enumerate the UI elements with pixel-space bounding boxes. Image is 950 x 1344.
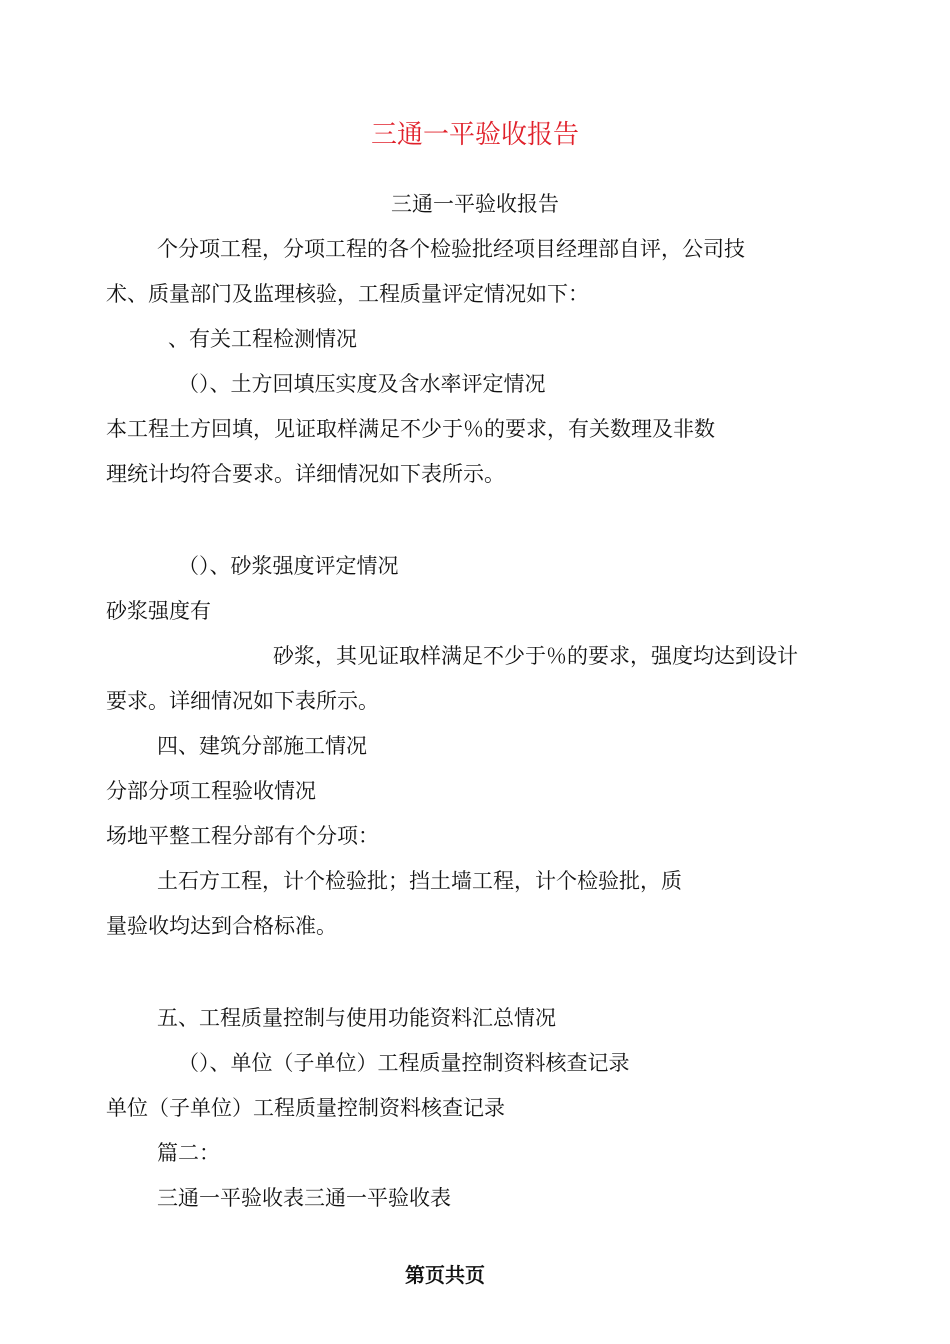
document-subtitle: 三通一平验收报告 bbox=[391, 192, 559, 216]
paragraph-line: 砂浆，其见证取样满足不少于％的要求，强度均达到设计 bbox=[273, 644, 798, 668]
subsection-heading: （）、砂浆强度评定情况 bbox=[178, 554, 399, 578]
subsection-heading: （）、单位（子单位）工程质量控制资料核查记录 bbox=[178, 1051, 630, 1075]
paragraph-line: 三通一平验收表三通一平验收表 bbox=[157, 1186, 451, 1210]
page-footer: 第页共页 bbox=[405, 1263, 485, 1287]
document-title: 三通一平验收报告 bbox=[370, 120, 579, 150]
paragraph-line: 土石方工程，计个检验批；挡土墙工程，计个检验批，质 bbox=[157, 869, 682, 893]
paragraph-line: 术、质量部门及监理核验，工程质量评定情况如下： bbox=[106, 282, 589, 306]
paragraph-line: 量验收均达到合格标准。 bbox=[106, 914, 337, 938]
paragraph-line: 个分项工程，分项工程的各个检验批经项目经理部自评，公司技 bbox=[157, 237, 745, 261]
paragraph-line: 篇二： bbox=[157, 1141, 220, 1165]
paragraph-line: 理统计均符合要求。详细情况如下表所示。 bbox=[106, 462, 505, 486]
paragraph-line: 单位（子单位）工程质量控制资料核查记录 bbox=[106, 1096, 505, 1120]
section-heading: 四、建筑分部施工情况 bbox=[157, 734, 367, 758]
paragraph-line: 场地平整工程分部有个分项： bbox=[106, 824, 379, 848]
paragraph-line: 本工程土方回填，见证取样满足不少于％的要求，有关数理及非数 bbox=[106, 417, 715, 441]
section-heading: 、有关工程检测情况 bbox=[168, 327, 357, 351]
paragraph-line: 砂浆强度有 bbox=[106, 599, 211, 623]
section-heading: 五、工程质量控制与使用功能资料汇总情况 bbox=[157, 1006, 556, 1030]
paragraph-line: 分部分项工程验收情况 bbox=[106, 779, 316, 803]
paragraph-line: 要求。详细情况如下表所示。 bbox=[106, 689, 379, 713]
subsection-heading: （）、土方回填压实度及含水率评定情况 bbox=[178, 372, 546, 396]
